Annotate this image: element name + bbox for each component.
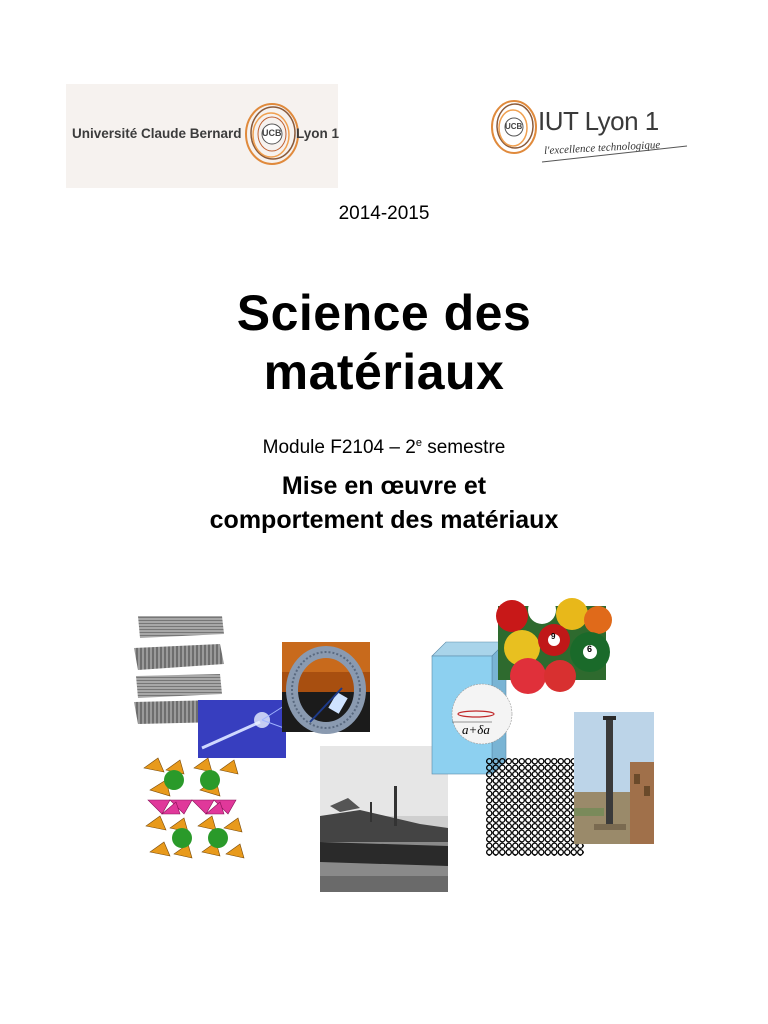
subtitle-line-1: Mise en œuvre et xyxy=(281,472,487,500)
subtitle-line-2: comportement des matériaux xyxy=(209,506,559,534)
ball-number-1: 9 xyxy=(551,632,556,641)
module-superscript: e xyxy=(415,437,422,449)
atomic-lattice-image xyxy=(486,758,584,856)
broken-ship-image xyxy=(320,746,448,892)
academic-year: 2014-2015 xyxy=(338,203,430,224)
iut-logo-name: IUT Lyon 1 xyxy=(538,106,659,136)
page-title xyxy=(0,284,768,402)
iron-pillar-image xyxy=(574,712,654,844)
title-line-1: Science des xyxy=(236,285,532,341)
optical-fiber-image xyxy=(198,700,286,758)
module-prefix: Module F2104 – 2 xyxy=(262,437,416,458)
crack-label: a+δa xyxy=(462,722,490,737)
ucb-logo xyxy=(66,84,338,188)
iut-swoosh-icon xyxy=(542,140,692,164)
iut-logo-tagline: l'excellence technologique xyxy=(543,138,661,158)
iut-logo xyxy=(486,94,692,174)
subtitle xyxy=(0,469,768,537)
ucb-logo-name: Université Claude Bernard xyxy=(72,126,242,141)
billiard-balls-image xyxy=(498,606,606,680)
ball-number-2: 6 xyxy=(587,644,593,654)
crystal-structure-image xyxy=(140,756,252,866)
ceramic-ring-image xyxy=(282,642,370,732)
ucb-logo-suffix: Lyon 1 xyxy=(296,126,340,141)
crack-propagation-diagram xyxy=(432,642,506,774)
iut-seal-text: UCB xyxy=(505,122,523,131)
title-line-2: matériaux xyxy=(263,344,505,400)
ucb-seal-text: UCB xyxy=(262,128,282,138)
module-suffix: semestre xyxy=(421,437,506,458)
module-line xyxy=(0,437,768,459)
